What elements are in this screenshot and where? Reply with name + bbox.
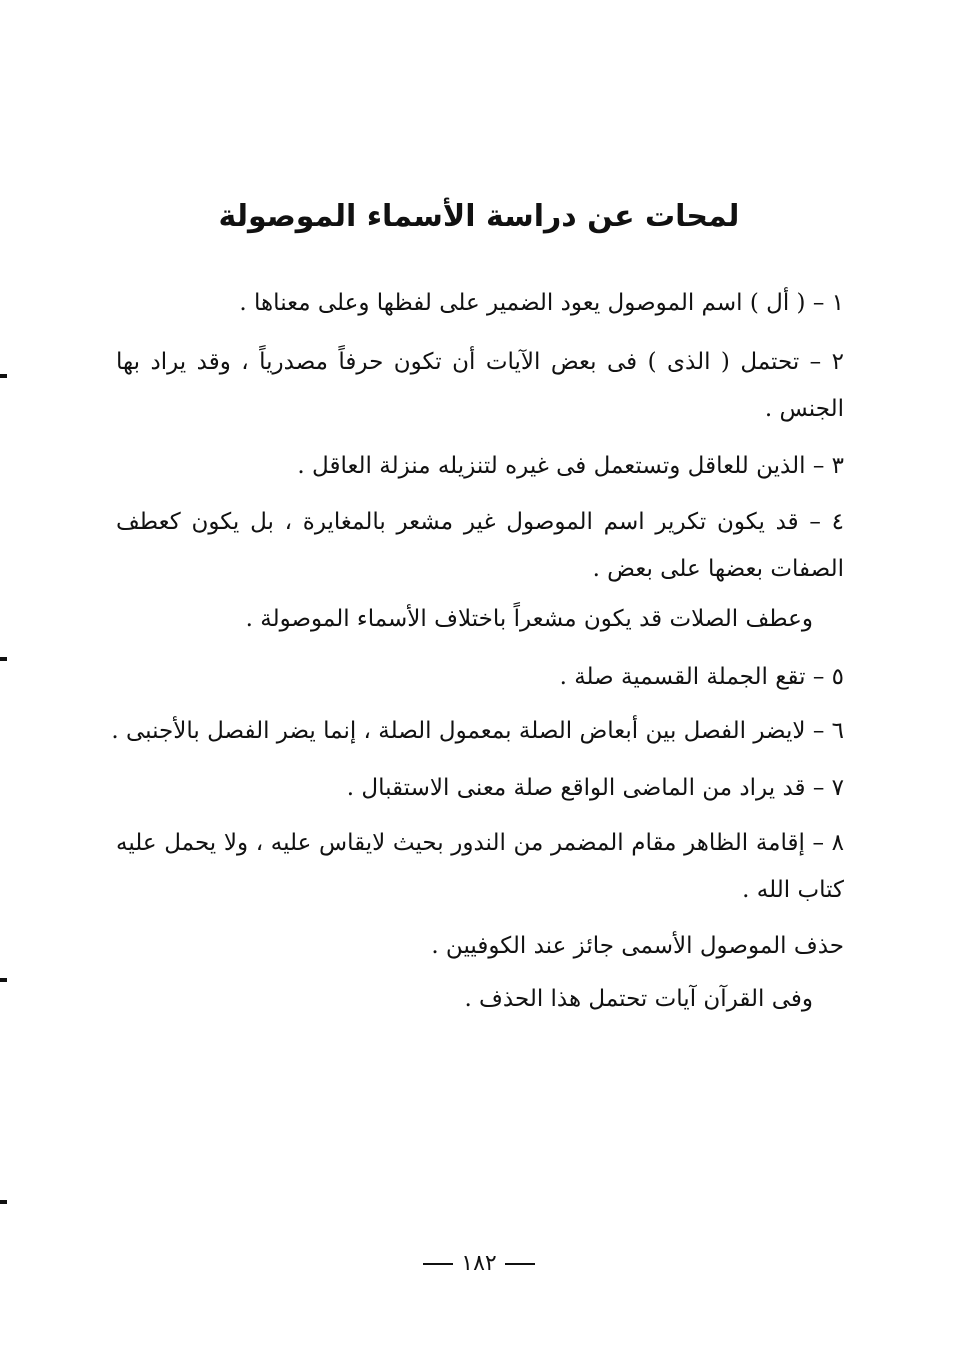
- point-8-line-1: ٨ – إقامة الظاهر مقام المضمر من الندور بحيث لايقاس عليه ، ولا يحمل عليه: [116, 830, 844, 856]
- dash-right: [505, 1263, 535, 1265]
- binding-mark: [0, 657, 7, 661]
- point-1: ١ – ( أل ) اسم الموصول يعود الضمير على لفظها وعلى معناها .: [239, 290, 844, 316]
- point-4-line-1: ٤ – قد يكون تكرير اسم الموصول غير مشعر بالمغايرة ، بل يكون كعطف: [116, 509, 844, 535]
- note-line-1: حذف الموصول الأسمى جائز عند الكوفيين .: [431, 933, 844, 959]
- page-number-text: ١٨٢: [461, 1251, 497, 1276]
- binding-mark: [0, 1200, 7, 1204]
- page-title: لمحات عن دراسة الأسماء الموصولة: [218, 199, 740, 234]
- page-number: [0, 1246, 958, 1282]
- point-7: ٧ – قد يراد من الماضى الواقع صلة معنى الاستقبال .: [346, 775, 844, 801]
- point-5: ٥ – تقع الجملة القسمية صلة .: [559, 664, 844, 690]
- binding-mark: [0, 978, 7, 982]
- point-4-line-2: الصفات بعضها على بعض .: [592, 556, 844, 582]
- binding-mark: [0, 374, 7, 378]
- point-4-line-3: وعطف الصلات قد يكون مشعراً باختلاف الأسماء الموصولة .: [245, 606, 813, 632]
- point-2-line-1: ٢ – تحتمل ( الذى ) فى بعض الآيات أن تكون حرفاً مصدرياً ، وقد يراد بها: [116, 349, 844, 375]
- dash-left: [423, 1263, 453, 1265]
- point-6: ٦ – لايضر الفصل بين أبعاض الصلة بمعمول الصلة ، إنما يضر الفصل بالأجنبى .: [111, 718, 844, 744]
- point-2-line-2: الجنس .: [764, 396, 844, 422]
- note-line-2: وفى القرآن آيات تحتمل هذا الحذف .: [464, 986, 813, 1012]
- point-8-line-2: كتاب الله .: [742, 877, 844, 903]
- point-3: ٣ – الذين للعاقل وتستعمل فى غيره لتنزيله منزلة العاقل .: [297, 453, 844, 479]
